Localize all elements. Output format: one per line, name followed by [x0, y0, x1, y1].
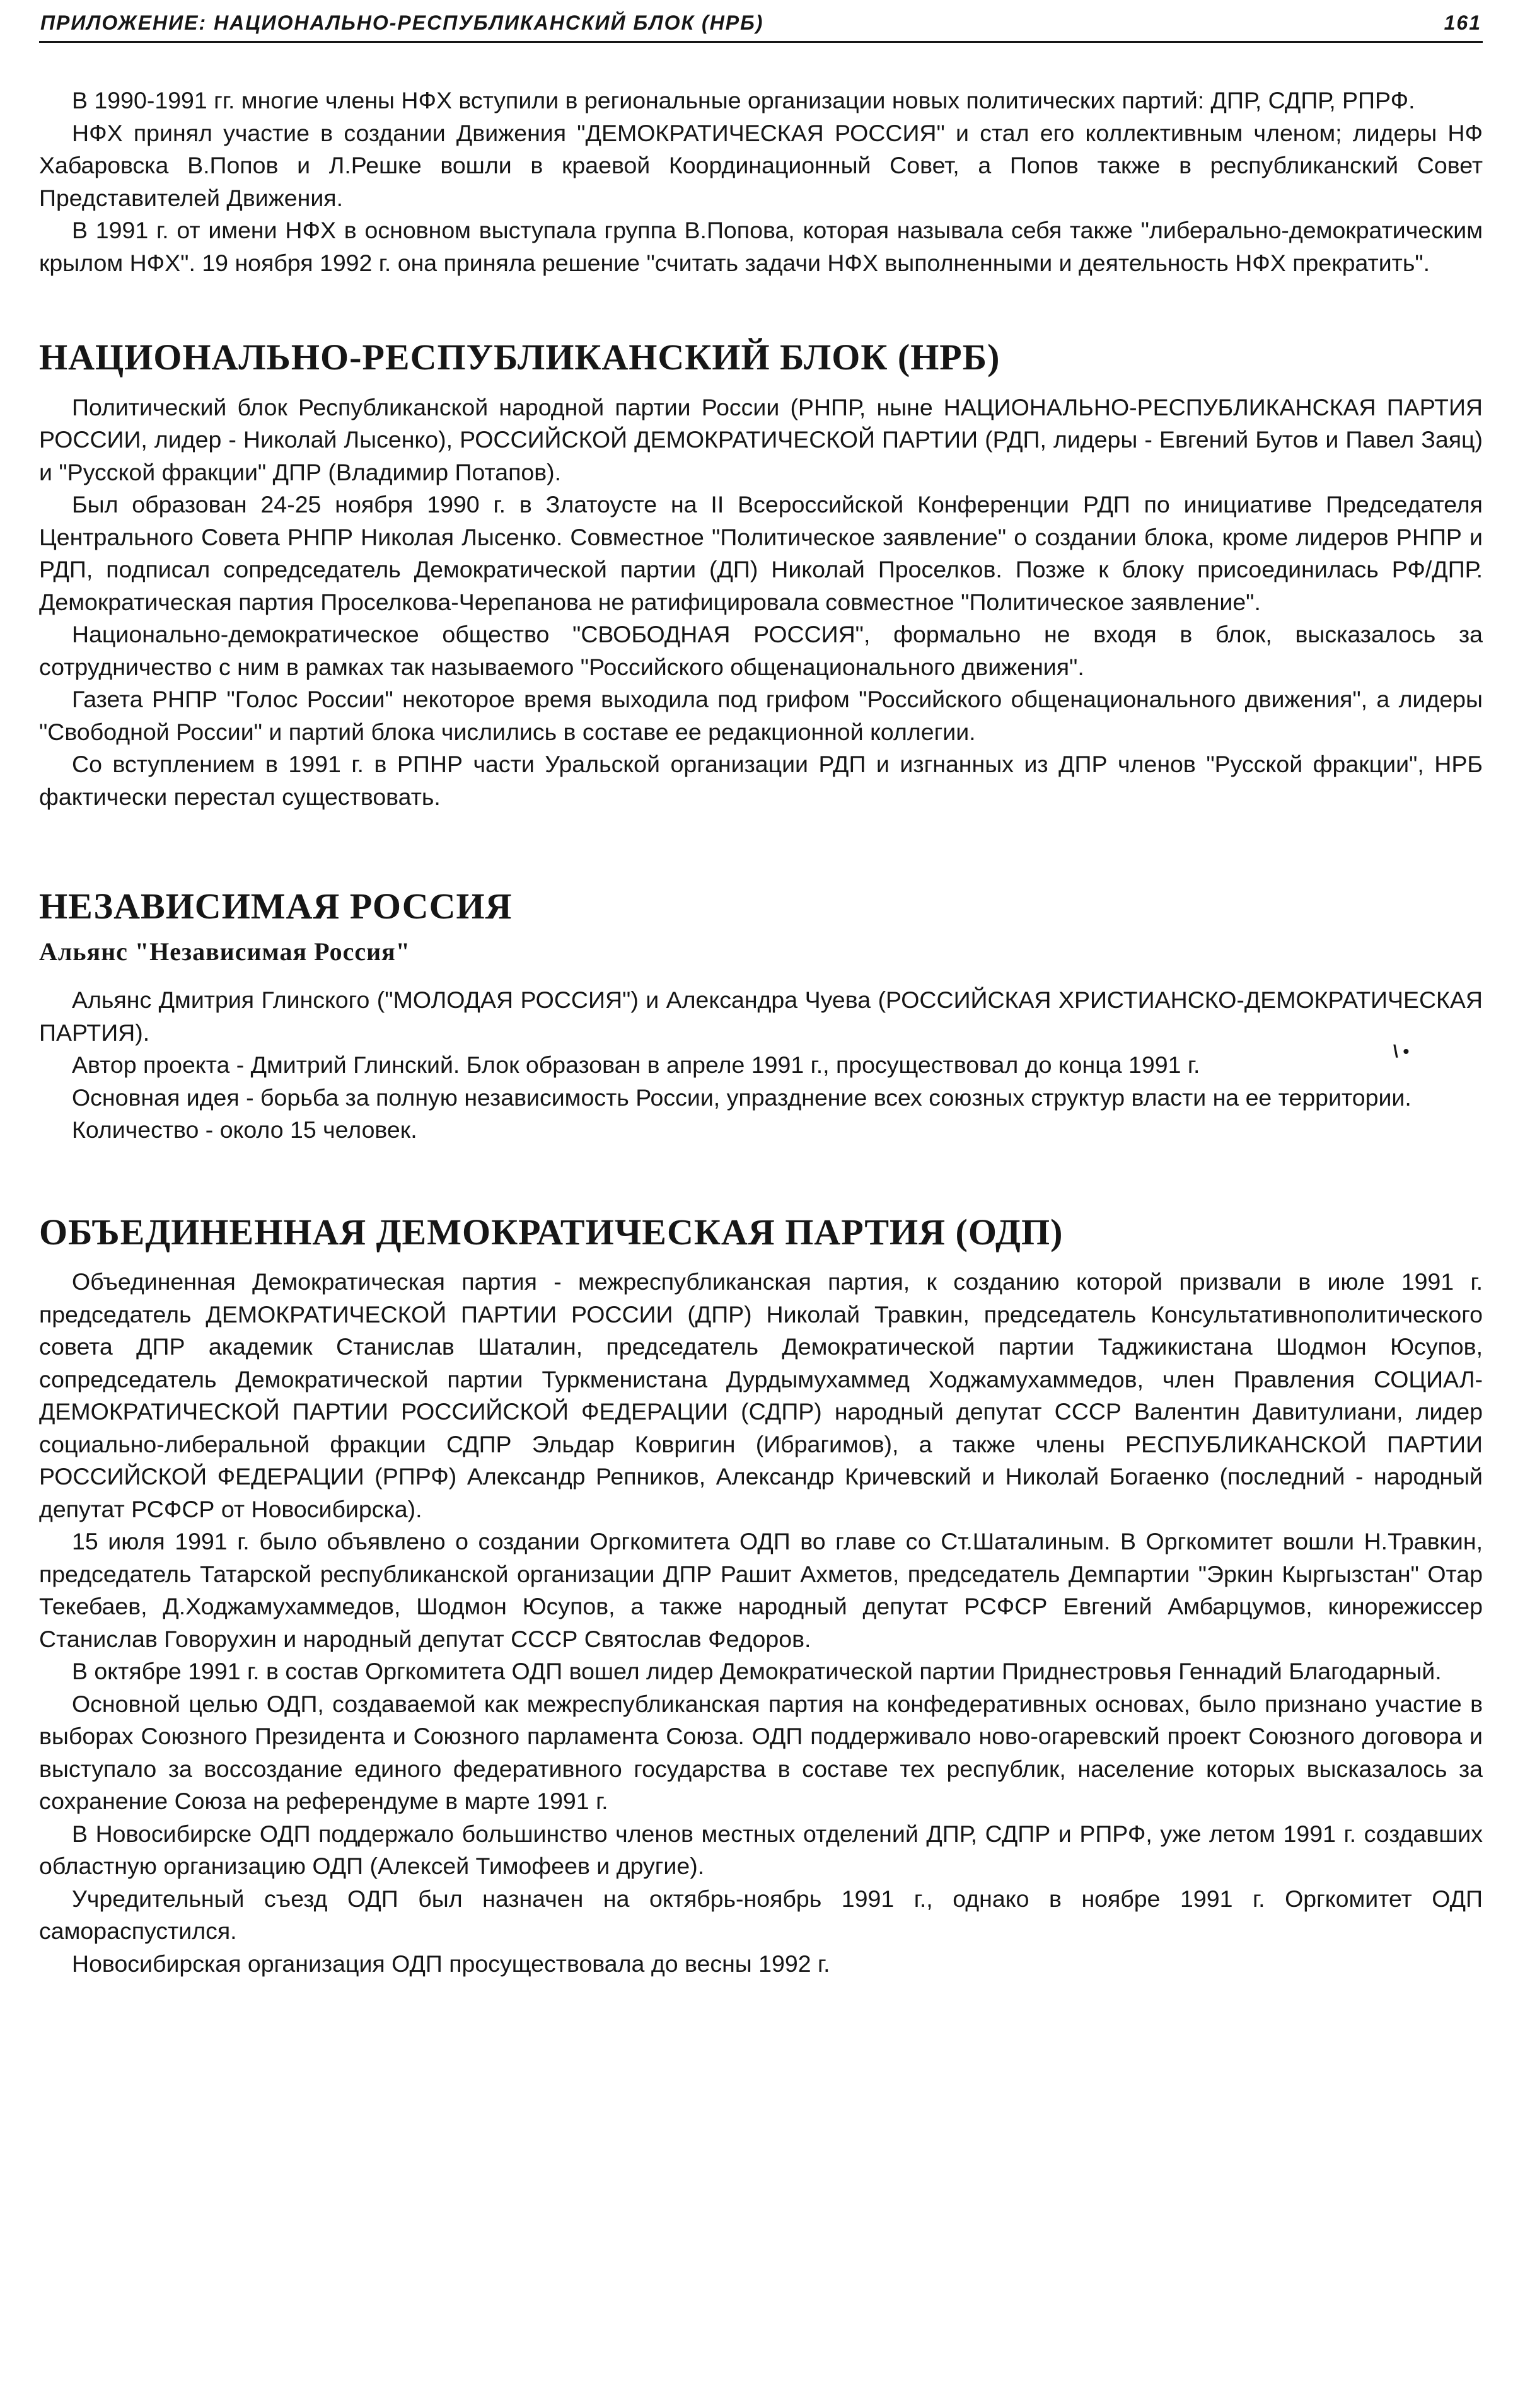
intro-paragraph: В 1991 г. от имени НФХ в основном выступала группа В.Попова, которая называла себя также "либерально-демократическим крылом НФХ". 19 ноября 1992 г. она приняла решение "считать задачи НФХ выполненными и деятельность НФХ прекратить". [39, 217, 1483, 276]
stray-print-mark: \ • [1393, 1041, 1410, 1061]
section-paragraph: В октябре 1991 г. в состав Оргкомитета ОДП вошел лидер Демократической партии Приднестровья Геннадий Благодарный. [72, 1658, 1442, 1685]
page-number: 161 [1444, 11, 1481, 34]
section-paragraph: 15 июля 1991 г. было объявлено о создании Оргкомитета ОДП во главе со Ст.Шаталиным. В Оргкомитет вошли Н.Травкин, председатель Татарской республиканской организации ДПР Рашит Ахметов, председатель Демпартии "Эркин Кыргызстан" Отар Текебаев, Д.Ходжамухаммедов, Шодмон Юсупов, а также народный депутат РСФСР Евгений Амбарцумов, кинорежиссер Станислав Говорухин и народный депутат СССР Святослав Федоров. [39, 1528, 1483, 1652]
intro-paragraph: В 1990-1991 гг. многие члены НФХ вступили в региональные организации новых политических партий: ДПР, СДПР, РПРФ. [72, 87, 1415, 113]
section-title: НЕЗАВИСИМАЯ РОССИЯ [39, 886, 513, 927]
document-page [39, 11, 1483, 2400]
section-odp [39, 1212, 1483, 1981]
running-header [39, 11, 1483, 43]
intro-block [39, 84, 1483, 279]
section-paragraph: Со вступлением в 1991 г. в РПНР части Уральской организации РДП и изгнанных из ДПР членов "Русской фракции", НРБ фактически перестал существовать. [39, 751, 1483, 810]
section-title: НАЦИОНАЛЬНО-РЕСПУБЛИКАНСКИЙ БЛОК (НРБ) [39, 337, 1000, 378]
section-paragraph: Был образован 24-25 ноября 1990 г. в Златоусте на II Всероссийской Конференции РДП по инициативе Председателя Центрального Совета РНПР Николая Лысенко. Совместное "Политическое заявление" о создании блока, кроме лидеров РНПР и РДП, подписал сопредседатель Демократической партии (ДП) Николай Проселков. Позже к блоку присоединилась РФ/ДПР. Демократическая партия Проселкова-Черепанова не ратифицировала совместное "Политическое заявление". [39, 491, 1483, 615]
section-paragraph: Альянс Дмитрия Глинского ("МОЛОДАЯ РОССИЯ") и Александра Чуева (РОССИЙСКАЯ ХРИСТИАНСКО-ДЕМОКРАТИЧЕСКАЯ ПАРТИЯ). [39, 987, 1483, 1046]
intro-paragraph: НФХ принял участие в создании Движения "ДЕМОКРАТИЧЕСКАЯ РОССИЯ" и стал его коллективным членом; лидеры НФ Хабаровска В.Попов и Л.Решке вошли в краевой Координационный Совет, а Попов также в республиканский Совет Представителей Движения. [39, 119, 1483, 211]
section-paragraph: Учредительный съезд ОДП был назначен на октябрь-ноябрь 1991 г., однако в ноябре 1991 г. Оргкомитет ОДП самораспустился. [39, 1885, 1483, 1945]
section-title: ОБЪЕДИНЕННАЯ ДЕМОКРАТИЧЕСКАЯ ПАРТИЯ (ОДП) [39, 1211, 1064, 1253]
section-paragraph: Количество - около 15 человек. [72, 1116, 417, 1143]
section-paragraph: Новосибирская организация ОДП просуществовала до весны 1992 г. [72, 1950, 830, 1977]
section-paragraph: Газета РНПР "Голос России" некоторое время выходила под грифом "Российского общенационального движения", а лидеры "Свободной России" и партий блока числились в составе ее редакционной коллегии. [39, 686, 1483, 745]
running-title: ПРИЛОЖЕНИЕ: НАЦИОНАЛЬНО-РЕСПУБЛИКАНСКИЙ БЛОК (НРБ) [40, 11, 764, 34]
page-content [39, 84, 1483, 1980]
section-independent-russia [39, 886, 1483, 1146]
section-paragraph: Объединенная Демократическая партия - межреспубликанская партия, к созданию которой призвали в июле 1991 г. председатель ДЕМОКРАТИЧЕСКОЙ ПАРТИИ РОССИИ (ДПР) Николай Травкин, председатель Консультативнополитического совета ДПР академик Станислав Шаталин, председатель Демократической партии Таджикистана Шодмон Юсупов, сопредседатель Демократической партии Туркменистана Дурдымухаммед Ходжамухаммедов, член Правления СОЦИАЛ-ДЕМОКРАТИЧЕСКОЙ ПАРТИИ РОССИЙСКОЙ ФЕДЕРАЦИИ (СДПР) народный депутат СССР Валентин Давитулиани, лидер социально-либеральной фракции СДПР Эльдар Ковригин (Ибрагимов), а также члены РЕСПУБЛИКАНСКОЙ ПАРТИИ РОССИЙСКОЙ ФЕДЕРАЦИИ (РПРФ) Александр Репников, Александр Кричевский и Николай Богаенко (последний - народный депутат РСФСР от Новосибирска). [39, 1268, 1483, 1522]
section-nrb [39, 337, 1483, 813]
section-paragraph: Национально-демократическое общество "СВОБОДНАЯ РОССИЯ", формально не входя в блок, высказалось за сотрудничество с ним в рамках так называемого "Российского общенационального движения". [39, 621, 1483, 680]
section-paragraph: В Новосибирске ОДП поддержало большинство членов местных отделений ДПР, СДПР и РПРФ, уже летом 1991 г. создавших областную организацию ОДП (Алексей Тимофеев и другие). [39, 1820, 1483, 1880]
section-paragraph: Основная идея - борьба за полную независимость России, упразднение всех союзных структур власти на ее территории. [72, 1084, 1412, 1111]
section-paragraph: Автор проекта - Дмитрий Глинский. Блок образован в апреле 1991 г., просуществовал до конца 1991 г. [72, 1051, 1200, 1079]
section-paragraph: Основной целью ОДП, создаваемой как межреспубликанская партия на конфедеративных основах, было признано участие в выборах Союзного Президента и Союзного парламента Союза. ОДП поддерживало ново-огаревский проект Союзного договора и выступало за воссоздание единого федеративного государства в составе тех республик, население которых высказалось за сохранение Союза на референдуме в марте 1991 г. [39, 1690, 1483, 1815]
section-paragraph: Политический блок Республиканской народной партии России (РНПР, ныне НАЦИОНАЛЬНО-РЕСПУБЛИКАНСКАЯ ПАРТИЯ РОССИИ, лидер - Николай Лысенко), РОССИЙСКОЙ ДЕМОКРАТИЧЕСКОЙ ПАРТИИ (РДП, лидеры - Евгений Бутов и Павел Заяц) и "Русской фракции" ДПР (Владимир Потапов). [39, 393, 1483, 485]
section-subtitle: Альянс "Независимая Россия" [39, 937, 410, 966]
